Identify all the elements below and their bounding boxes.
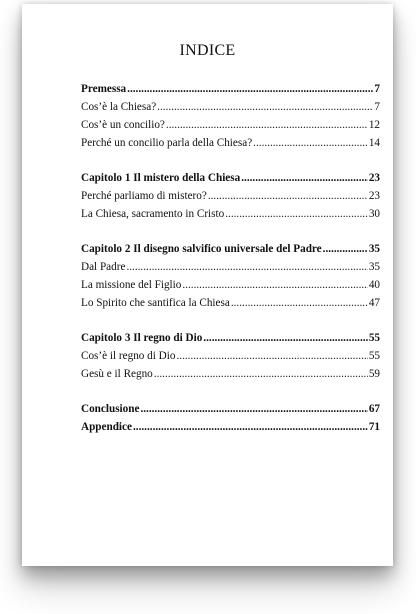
dot-leader (182, 276, 367, 294)
toc-page-number: 35 (368, 243, 380, 255)
toc-heading-label: Conclusione (81, 403, 140, 415)
dot-leader (231, 294, 368, 312)
table-of-contents (81, 80, 380, 436)
section-gap (81, 223, 380, 240)
toc-entry-label: Dal Padre (81, 261, 126, 273)
section-gap (81, 383, 380, 400)
toc-page-number: 23 (368, 172, 380, 184)
toc-entry[interactable] (81, 187, 380, 205)
toc-page-number: 30 (368, 208, 380, 220)
toc-page-number: 35 (368, 261, 380, 273)
toc-entry[interactable] (81, 276, 380, 294)
dot-leader (203, 329, 367, 347)
dot-leader (253, 134, 368, 152)
toc-heading-premessa[interactable] (81, 80, 380, 98)
toc-entry[interactable] (81, 258, 380, 276)
toc-page-number: 55 (368, 332, 380, 344)
toc-entry-label: La Chiesa, sacramento in Cristo (81, 208, 225, 220)
dot-leader (166, 116, 368, 134)
toc-entry[interactable] (81, 347, 380, 365)
toc-heading-label: Capitolo 3 Il regno di Dio (81, 332, 203, 344)
toc-entry[interactable] (81, 205, 380, 223)
toc-entry-label: Perché un concilio parla della Chiesa? (81, 137, 253, 149)
toc-page-number: 14 (368, 137, 380, 149)
toc-entry[interactable] (81, 365, 380, 383)
toc-heading-label: Capitolo 1 Il mistero della Chiesa (81, 172, 241, 184)
toc-page-number: 40 (368, 279, 380, 291)
toc-page-number: 67 (368, 403, 380, 415)
section-gap (81, 152, 380, 169)
toc-entry-label: Cos’è un concilio? (81, 119, 165, 131)
toc-page-number: 12 (368, 119, 380, 131)
toc-entry-label: Gesù e il Regno (81, 368, 153, 380)
dot-leader (176, 347, 367, 365)
toc-entry-label: Cos’è il regno di Dio (81, 350, 176, 362)
book-page (22, 4, 393, 566)
toc-entry-label: Cos’è la Chiesa? (81, 101, 157, 113)
dot-leader (157, 98, 373, 116)
toc-entry[interactable] (81, 294, 380, 312)
toc-page-number: 59 (368, 368, 380, 380)
toc-heading-label: Premessa (81, 83, 127, 95)
toc-heading-capitolo-2[interactable] (81, 240, 380, 258)
toc-entry-label: La missione del Figlio (81, 279, 182, 291)
dot-leader (140, 400, 367, 418)
toc-heading-appendice[interactable] (81, 418, 380, 436)
toc-page-number: 47 (368, 297, 380, 309)
toc-heading-conclusione[interactable] (81, 400, 380, 418)
dot-leader (208, 187, 368, 205)
dot-leader (133, 418, 368, 436)
toc-heading-capitolo-3[interactable] (81, 329, 380, 347)
dot-leader (126, 258, 367, 276)
toc-page-number: 7 (374, 83, 380, 95)
toc-page-number: 55 (368, 350, 380, 362)
toc-heading-label: Capitolo 2 Il disegno salvifico universale del Padre (81, 243, 322, 255)
dot-leader (225, 205, 368, 223)
toc-entry-label: Perché parliamo di mistero? (81, 190, 207, 202)
toc-entry[interactable] (81, 98, 380, 116)
toc-page-number: 23 (368, 190, 380, 202)
dot-leader (241, 169, 368, 187)
dot-leader (154, 365, 368, 383)
toc-heading-label: Appendice (81, 421, 132, 433)
toc-page-number: 7 (374, 101, 380, 113)
toc-page-number: 71 (368, 421, 380, 433)
dot-leader (323, 240, 368, 258)
toc-heading-capitolo-1[interactable] (81, 169, 380, 187)
section-gap (81, 312, 380, 329)
toc-entry-label: Lo Spirito che santifica la Chiesa (81, 297, 230, 309)
page-title: INDICE (179, 42, 236, 59)
toc-entry[interactable] (81, 134, 380, 152)
toc-entry[interactable] (81, 116, 380, 134)
dot-leader (127, 80, 373, 98)
